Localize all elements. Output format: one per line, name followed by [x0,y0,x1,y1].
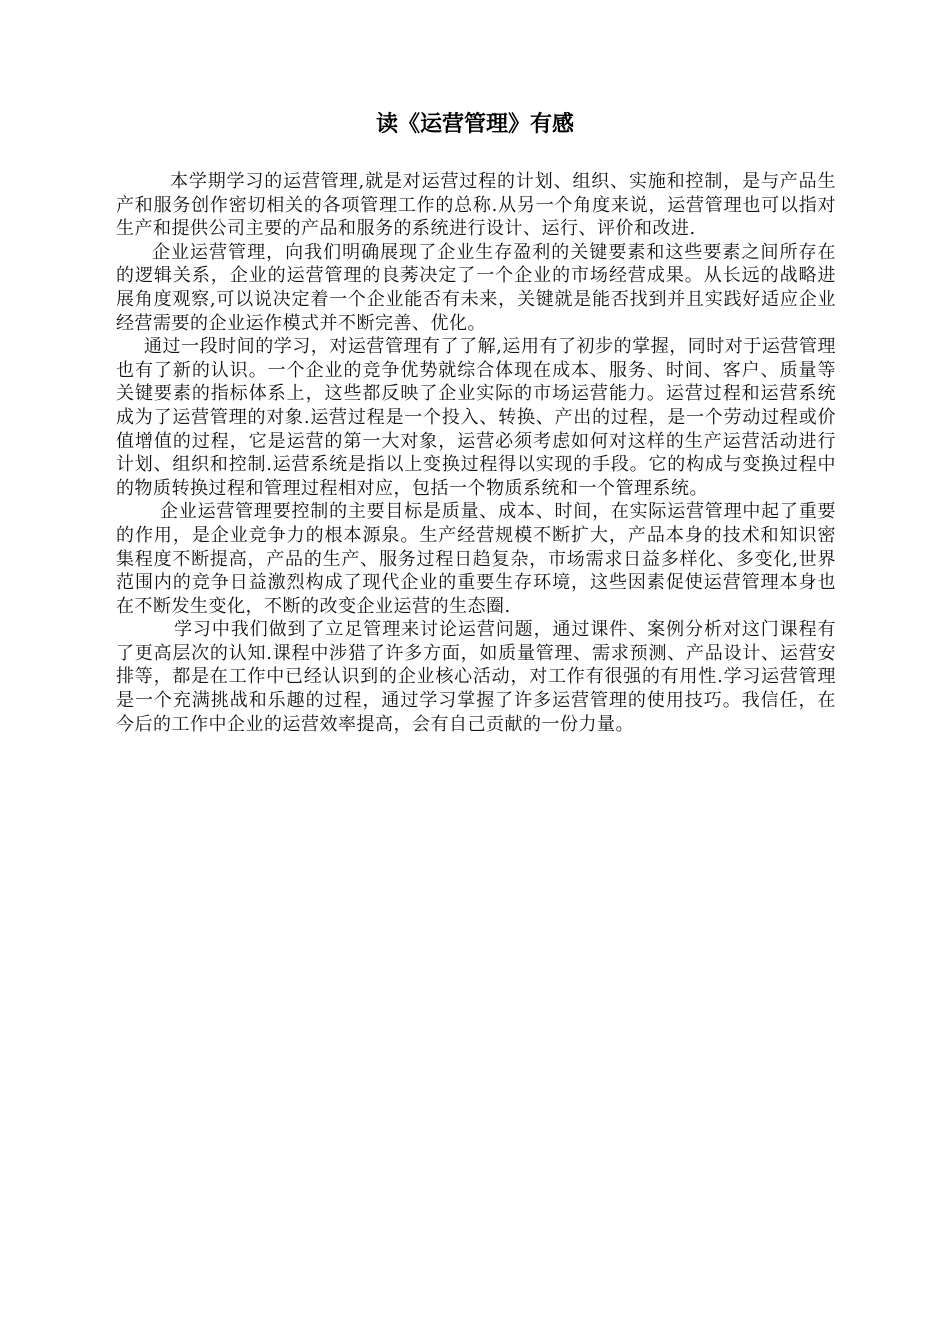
paragraph-4: 企业运营管理要控制的主要目标是质量、成本、时间，在实际运营管理中起了重要的作用，是企业竞争力的根本源泉。生产经营规模不断扩大，产品本身的技术和知识密集程度不断提高，产品的生产、服务过程日趋复杂，市场需求日益多样化、多变化,世界范围内的竞争日益激烈构成了现代企业的重要生存环境，这些因素促使运营管理本身也在不断发生变化，不断的改变企业运营的生态圈. [116,501,836,617]
document-title: 读《运营管理》有感 [375,112,574,137]
document-body [116,170,836,736]
paragraph-5: 学习中我们做到了立足管理来讨论运营问题，通过课件、案例分析对这门课程有了更高层次的认知.课程中涉猎了许多方面，如质量管理、需求预测、产品设计、运营安排等，都是在工作中已经认识到的企业核心活动，对工作有很强的有用性.学习运营管理是一个充满挑战和乐趣的过程，通过学习掌握了许多运营管理的使用技巧。我信任，在今后的工作中企业的运营效率提高，会有自己贡献的一份力量。 [116,619,836,735]
paragraph-3: 通过一段时间的学习，对运营管理有了了解,运用有了初步的掌握，同时对于运营管理也有了新的认识。一个企业的竞争优势就综合体现在成本、服务、时间、客户、质量等关键要素的指标体系上，这些都反映了企业实际的市场运营能力。运营过程和运营系统成为了运营管理的对象.运营过程是一个投入、转换、产出的过程，是一个劳动过程或价值增值的过程，它是运营的第一大对象，运营必须考虑如何对这样的生产运营活动进行计划、组织和控制.运营系统是指以上变换过程得以实现的手段。它的构成与变换过程中的物质转换过程和管理过程相对应，包括一个物质系统和一个管理系统。 [116,336,836,499]
paragraph-2: 企业运营管理，向我们明确展现了企业生存盈利的关键要素和这些要素之间所存在的逻辑关系，企业的运营管理的良莠决定了一个企业的市场经营成果。从长远的战略进展角度观察,可以说决定着一个企业能否有未来，关键就是能否找到并且实践好适应企业经营需要的企业运作模式并不断完善、优化。 [116,241,836,334]
paragraph-1: 本学期学习的运营管理,就是对运营过程的计划、组织、实施和控制，是与产品生产和服务创作密切相关的各项管理工作的总称.从另一个角度来说，运营管理也可以指对生产和提供公司主要的产品和服务的系统进行设计、运行、评价和改进. [116,171,836,240]
